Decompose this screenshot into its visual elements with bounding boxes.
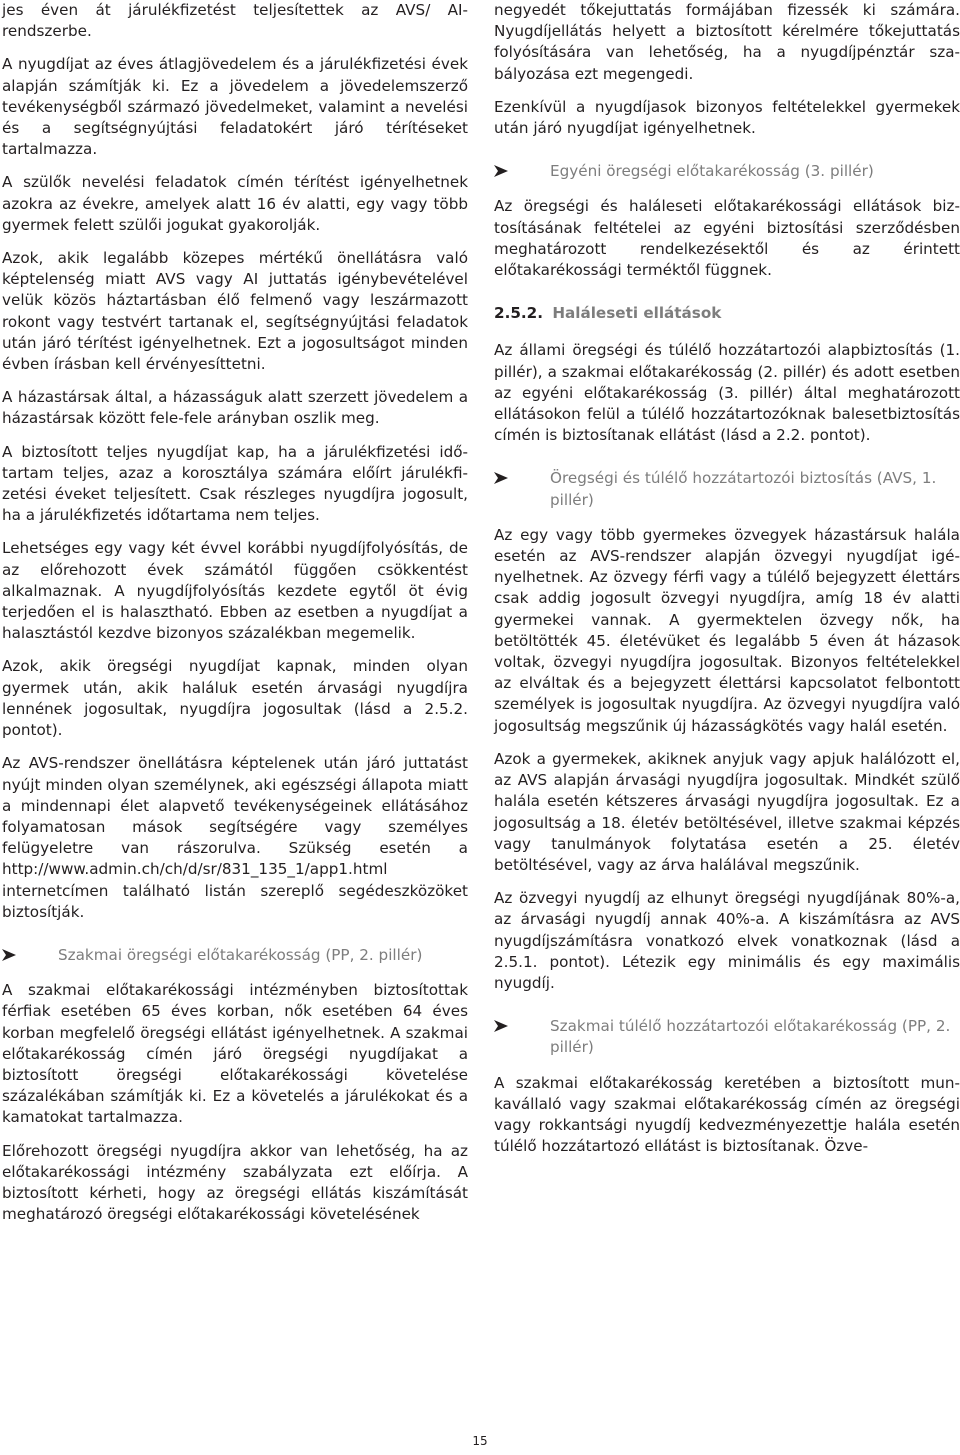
paragraph: Azok a gyermekek, akiknek anyjuk vagy apjuk halálózott el, az AVS alapján árvasági nyugdíjra jogosultak. Mindkét szülő halála esetén kétszeres árvasági nyugdíjra jogosultak. Ez a jogosultság a 18. életév betöltésével, illetve szakmai képzés vagy tanulmányok folytatása esetén a 25. életév betöltésével, vagy az árva halálával megszűnik.: [494, 749, 960, 874]
bullet-heading: [494, 161, 960, 182]
paragraph: jes éven át járulékfizetést teljesítettek az AVS/ AI-rendszerbe.: [2, 1, 468, 41]
section-title: Haláleseti ellátások: [552, 304, 722, 323]
paragraph: A szakmai előtakarékosság keretében a biztosított munkavállaló vagy szakmai előtakarékosság címén az öregségi vagy rokkantsági nyugdíj kedvezményezettje halála esetén túlélő hozzátartozó ellátást is biztosítanak. Özve-: [494, 1073, 960, 1156]
paragraph: Előrehozott öregségi nyugdíjra akkor van lehetőség, ha az előtakarékossági intézmény szabályzata ezt előírja. A biztosított kérheti, hogy az öregségi ellátás kiszámítását meghatározó öregségi előtakarékossági követelésének: [2, 1141, 468, 1224]
right-column: [494, 0, 960, 1169]
bullet-heading-text: Öregségi és túlélő hozzátartozói biztosítás (AVS, 1. pillér): [550, 469, 937, 509]
paragraph: Azok, akik legalább közepes mértékű önellátásra való képtelenség miatt AVS vagy AI juttatás igénybevételével velük közös háztartásban élő felmenő vagy leszármazott rokont vagy testvért tartanak el, segítségnyújtási feladatok után járó térítést igényelhetnek. Ezt a jogosultságot minden évben írásban kell érvényesíttetni.: [2, 249, 468, 374]
section-heading: [494, 303, 960, 324]
paragraph: Az öregségi és haláleseti előtakarékossági ellátások biztosításának feltételei az egyéni biztosítási szerződésben meghatározott rendelkezésektől és az érintett előtakarékossági terméktől függnek.: [494, 197, 960, 280]
paragraph: negyedét tőkejuttatás formájában fizessék ki számára. Nyugdíjellátás helyett a biztosított kérelmére tőkejuttatás folyósítására van lehetőség, ha a nyugdíjpénztár szabályozása ezt megengedi.: [494, 1, 960, 83]
paragraph: Lehetséges egy vagy két évvel korábbi nyugdíjfolyósítás, de az előrehozott évek számától függően csökkentést alkalmaznak. A nyugdíjfolyósítás kezdete egytől öt évig terjedően el is halasztható. Ebben az esetben a nyugdíjat a halasztástól kezdve bizonyos százalékban megemelik.: [2, 539, 468, 643]
paragraph: A biztosított teljes nyugdíjat kap, ha a járulékfizetési időtartam teljes, azaz a korosztálya számára előírt járulékfizetési éveket teljesített. Csak részleges nyugdíjra jogosult, ha a járulékfizetés időtartama nem teljes.: [2, 442, 468, 525]
paragraph: Az állami öregségi és túlélő hozzátartozói alapbiztosítás (1. pillér), a szakmai előtakarékosság (2. pillér) és adott esetben az egyéni előtakarékosság (3. pillér) által meghatározott ellátásokon felül a túlélő hozzátartozóknak balesetbiztosítás címén is biztosítanak ellátást (lásd a 2.2. pontot).: [494, 341, 960, 445]
page-number: 15: [472, 1434, 488, 1448]
left-column: [2, 0, 468, 1237]
paragraph: A nyugdíjat az éves átlagjövedelem és a járulékfizetési évek alapján számítják ki. Ez a jövedelem a jövedelemszerző tevékenységből származó jövedelmeket, valamint a nevelési és a segítségnyújtási feladatokért járó térítéseket tartalmazza.: [2, 55, 468, 159]
arrowhead-icon: [494, 468, 550, 484]
arrowhead-icon: [494, 161, 550, 177]
bullet-heading-text: Szakmai túlélő hozzátartozói előtakarékosság (PP, 2. pillér): [550, 1017, 951, 1057]
section-number: 2.5.2.: [494, 304, 544, 323]
paragraph: A házastársak által, a házasságuk alatt szerzett jövedelem a házastársak között fele-fele arányban oszlik meg.: [2, 388, 468, 428]
bullet-heading: [494, 468, 960, 510]
paragraph: Az AVS-rendszer önellátásra képtelenek után járó juttatást nyújt minden olyan személynek, aki egészségi állapota miatt a mindennapi élet alapvető tevékenységeinek ellátásához folyamatosan mások segítségére vagy személyes felügyeletre van rászorulva. Szükség esetén a http://www.admin.ch/ch/d/sr/831_135_1/app1.html internetcímen található listán szereplő segédeszközöket biztosítják.: [2, 754, 468, 921]
bullet-heading-text: Egyéni öregségi előtakarékosság (3. pillér): [550, 162, 874, 181]
paragraph: A szülők nevelési feladatok címén térítést igényelhetnek azokra az évekre, amelyek alatt 16 év alatti, egy vagy több gyermek felett szülői jogukat gyakorolják.: [2, 173, 468, 234]
paragraph: Az egy vagy több gyermekes özvegyek házastársuk halála esetén az AVS-rendszer alapján özvegyi nyugdíjat igényelhetnek. Az özvegy férfi vagy a túlélő bejegyzett élettárs csak addig jogosult özvegyi nyugdíjra, amíg 18 év alatti gyermekei vannak. A gyermektelen özvegy nők, ha betöltötték 45. életévüket és legalább 5 éven át házasok voltak, özvegyi nyugdíjra jogosultak. Bizonyos feltételekkel az elváltak és a bejegyzett élettársi kapcsolatot felbontott személyek is jogosultak nyugdíjra. Az özvegyi nyugdíjra való jogosultság megszűnik új házasságkötés vagy halál esetén.: [494, 525, 960, 735]
bullet-heading: [2, 945, 468, 966]
arrowhead-icon: [494, 1016, 550, 1032]
paragraph: Ezenkívül a nyugdíjasok bizonyos feltételekkel gyermekek után járó nyugdíjat igényelhetnek.: [494, 97, 960, 138]
arrowhead-icon: [2, 945, 58, 961]
bullet-heading-text: Szakmai öregségi előtakarékosság (PP, 2. pillér): [58, 945, 423, 964]
paragraph: Azok, akik öregségi nyugdíjat kapnak, minden olyan gyermek után, akik haláluk esetén árvasági nyugdíjra lennének jogosultak, nyugdíjra jogosultak (lásd a 2.5.2. pontot).: [2, 657, 468, 740]
paragraph: Az özvegyi nyugdíj az elhunyt öregségi nyugdíjának 80%-a, az árvasági nyugdíj annak 40%-a. A kiszámításra az AVS nyugdíjszámításra vonatkozó elvek vonatkoznak (lásd a 2.5.1. pontot). Létezik egy minimális és egy maximális nyugdíj.: [494, 889, 960, 992]
bullet-heading: [494, 1016, 960, 1058]
paragraph: A szakmai előtakarékossági intézményben biztosítottak férfiak esetében 65 éves korban, nők esetében 64 éves korban megfelelő öregségi ellátást igényelhetnek. A szakmai előtakarékosság címén járó öregségi nyugdíjakat a biztosított öregségi előtakarékossági követelése százalékában számítják ki. Ez a követelés a járulékokat és a kamatokat tartalmazza.: [2, 981, 468, 1127]
